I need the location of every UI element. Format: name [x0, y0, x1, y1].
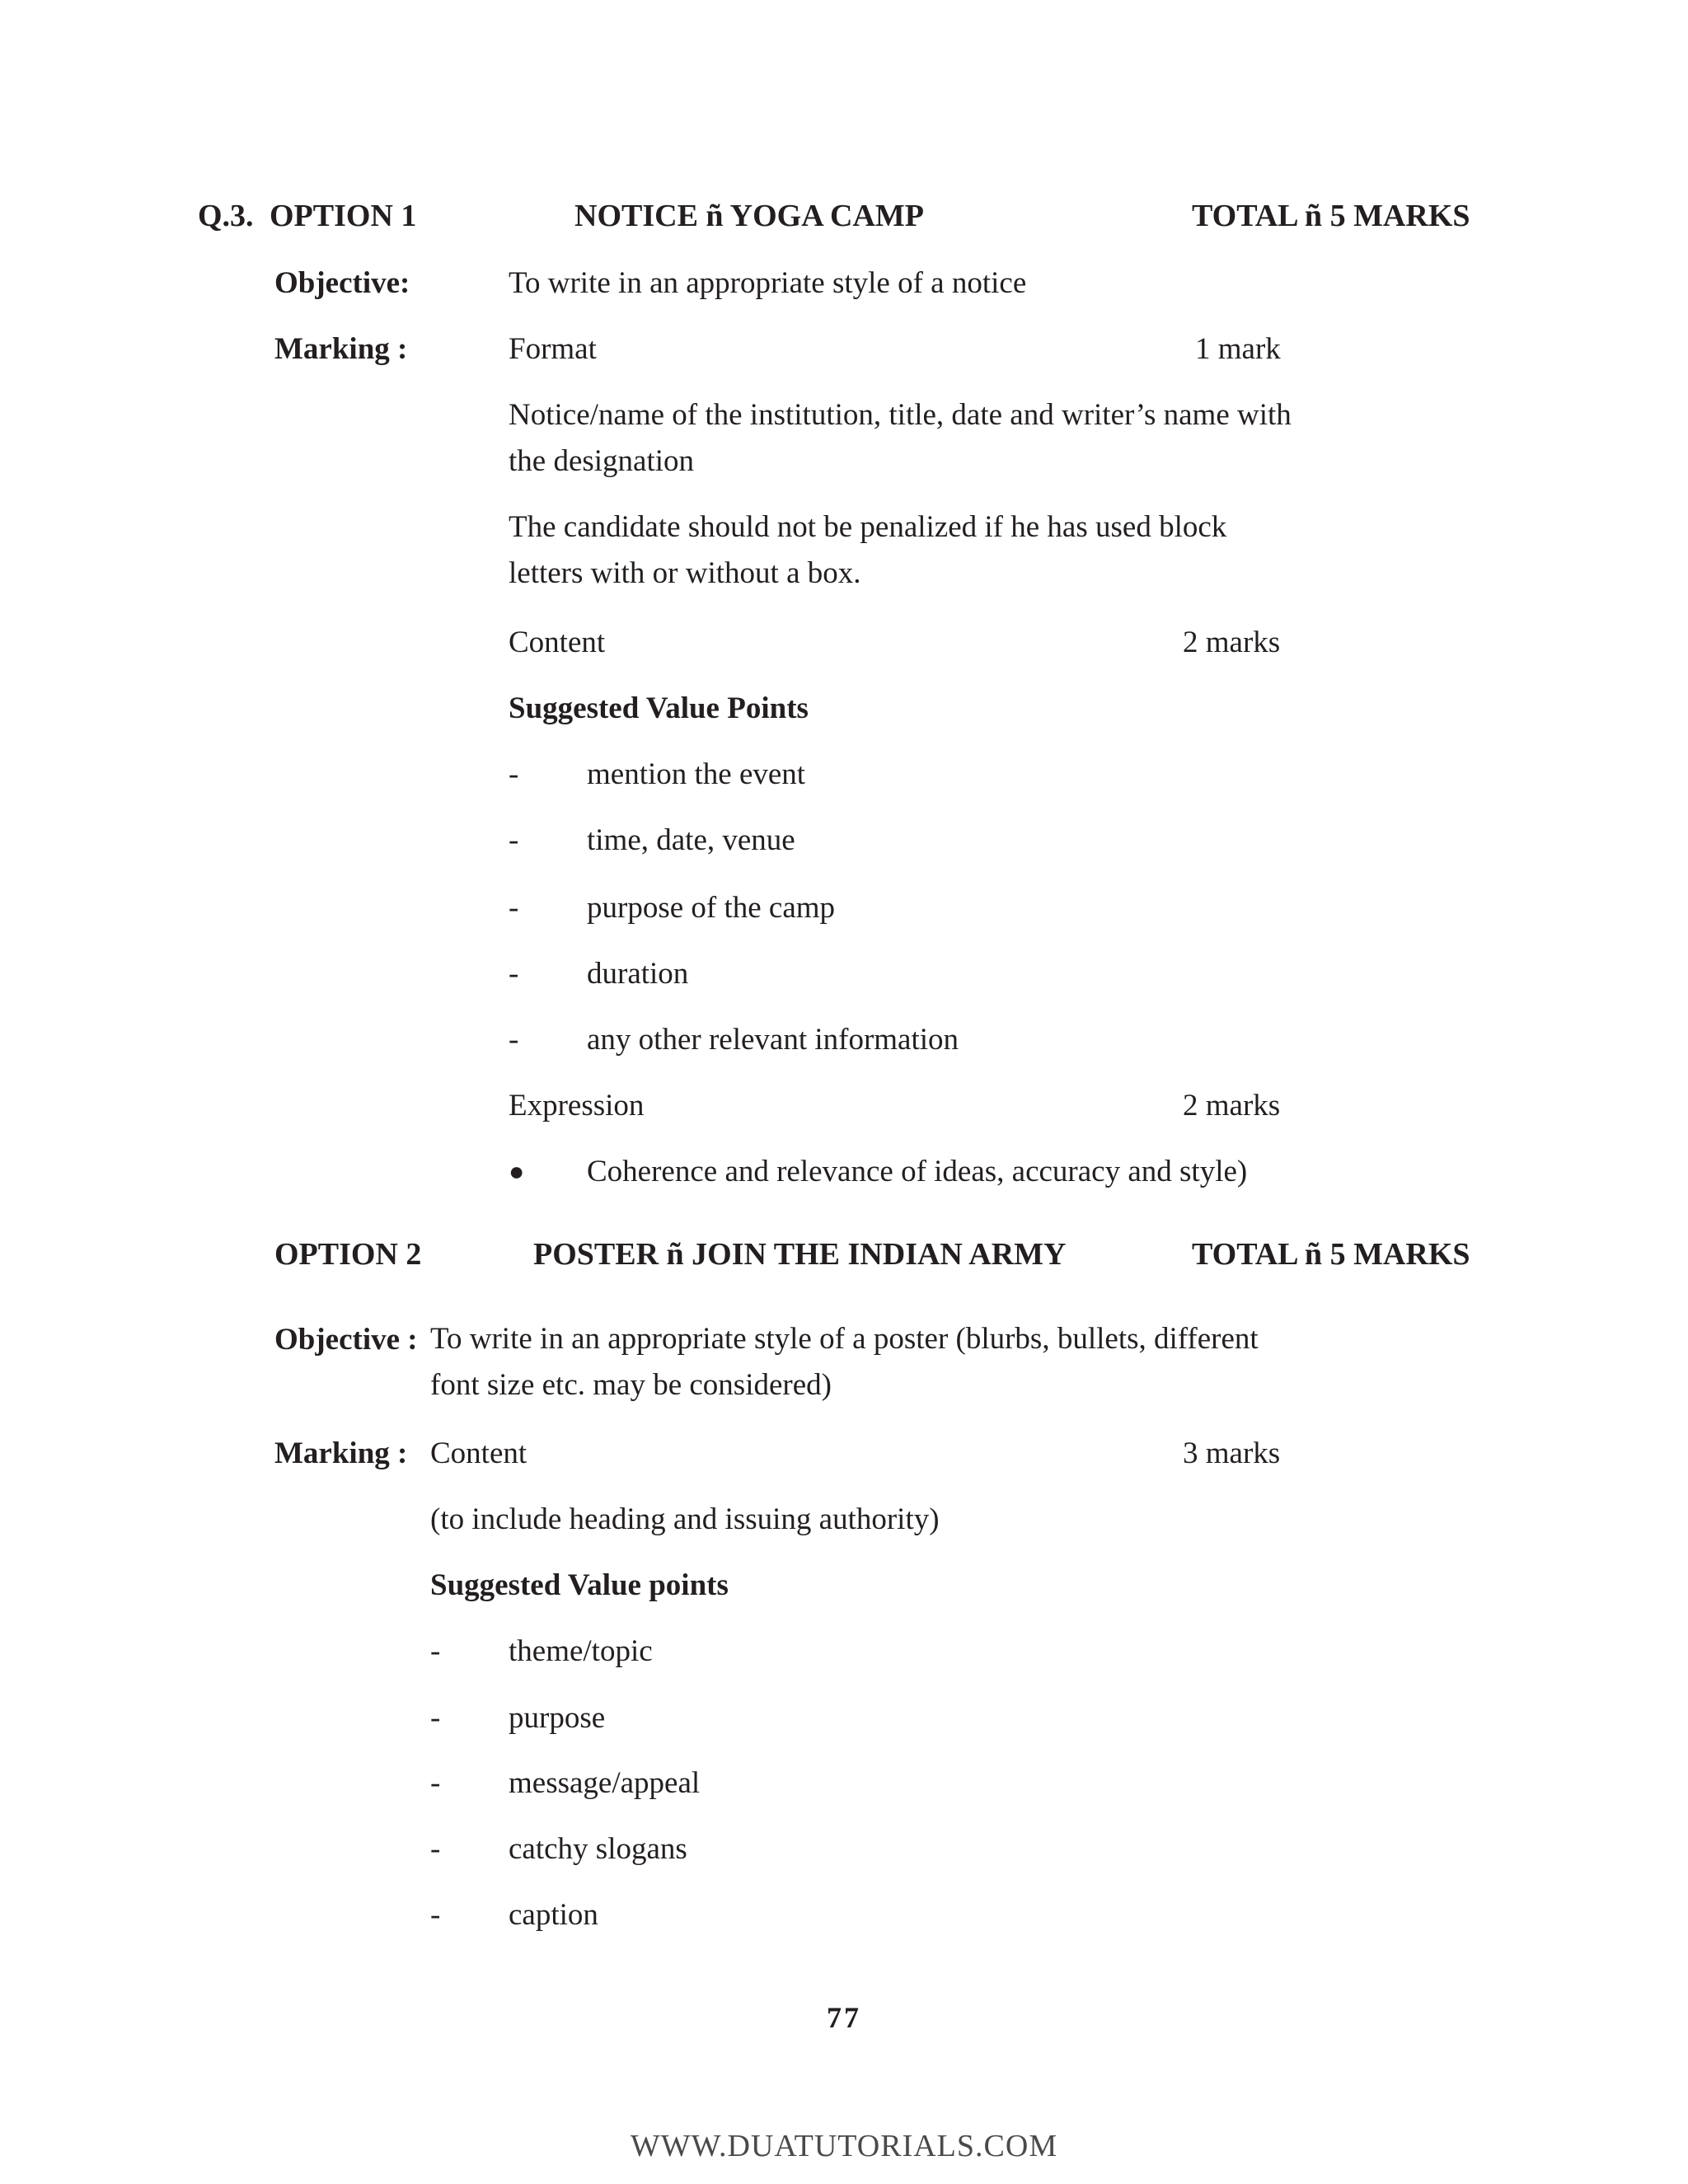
option1-expression-point: Coherence and relevance of ideas, accuracy and style)	[587, 1155, 1248, 1188]
option2-content-marks: 3 marks	[1183, 1436, 1281, 1470]
option1-total: TOTAL ñ 5 MARKS	[1192, 199, 1470, 233]
list-item: duration	[587, 957, 689, 991]
option1-format-note-1: Notice/name of the institution, title, date and writer’s name with the designation	[509, 398, 1292, 478]
list-item: caption	[509, 1898, 598, 1932]
option2-marking-label: Marking :	[274, 1436, 408, 1470]
option2-content-note: (to include heading and issuing authority)	[430, 1502, 940, 1536]
option1-format-note-2: The candidate should not be penalized if he has used block letters with or without a box.	[509, 510, 1227, 590]
option1-content-marks: 2 marks	[1183, 626, 1281, 659]
option1-objective-label: Objective:	[274, 266, 410, 300]
page-number: 77	[827, 2001, 861, 2034]
list-item: time, date, venue	[587, 823, 795, 857]
bullet-icon: ●	[509, 1156, 525, 1186]
list-item: mention the event	[587, 757, 806, 791]
list-item: message/appeal	[509, 1766, 701, 1800]
list-dash: -	[509, 823, 519, 857]
list-dash: -	[430, 1766, 441, 1800]
list-item: purpose of the camp	[587, 891, 836, 925]
option1-expression-marks: 2 marks	[1183, 1089, 1281, 1122]
list-dash: -	[509, 957, 519, 991]
question-number: Q.3.	[198, 199, 254, 233]
list-item: any other relevant information	[587, 1023, 959, 1057]
list-dash: -	[509, 757, 519, 791]
list-dash: -	[509, 891, 519, 925]
option1-title: NOTICE ñ YOGA CAMP	[574, 199, 925, 233]
option2-objective-text: To write in an appropriate style of a poster (blurbs, bullets, different font size etc. may be considered)	[430, 1322, 1259, 1402]
list-dash: -	[430, 1898, 441, 1932]
option2-value-points-heading: Suggested Value points	[430, 1568, 729, 1602]
option2-content-label: Content	[430, 1436, 528, 1470]
option2-label: OPTION 2	[274, 1237, 422, 1272]
option2-title: POSTER ñ JOIN THE INDIAN ARMY	[533, 1237, 1067, 1272]
list-dash: -	[430, 1634, 441, 1668]
option2-total: TOTAL ñ 5 MARKS	[1192, 1237, 1470, 1272]
list-item: purpose	[509, 1701, 606, 1735]
list-item: theme/topic	[509, 1634, 653, 1668]
option2-objective-label: Objective :	[274, 1323, 418, 1357]
option1-objective-text: To write in an appropriate style of a notice	[509, 266, 1027, 300]
option1-value-points-heading: Suggested Value Points	[509, 691, 809, 725]
list-item: catchy slogans	[509, 1832, 687, 1866]
option1-marking-label: Marking :	[274, 332, 408, 366]
list-dash: -	[430, 1701, 441, 1735]
footer-website: WWW.DUATUTORIALS.COM	[630, 2129, 1058, 2163]
option1-format-marks: 1 mark	[1195, 332, 1281, 366]
option1-expression-label: Expression	[509, 1089, 645, 1122]
option1-content-label: Content	[509, 626, 606, 659]
option1-label: OPTION 1	[270, 199, 417, 233]
list-dash: -	[509, 1023, 519, 1057]
list-dash: -	[430, 1832, 441, 1866]
option1-format-label: Format	[509, 332, 597, 366]
